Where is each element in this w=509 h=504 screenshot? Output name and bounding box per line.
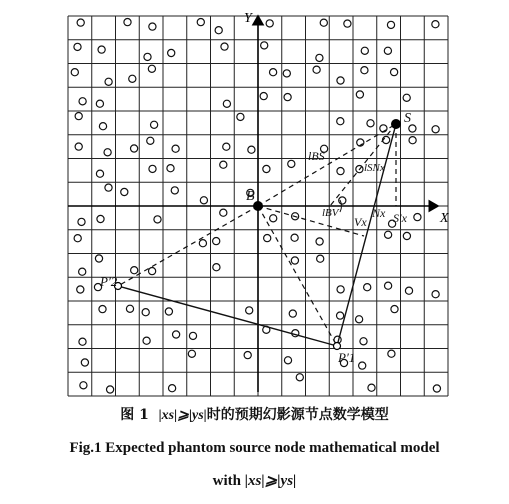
sensor-node — [220, 161, 227, 168]
sensor-node — [148, 65, 155, 72]
sensor-node — [388, 350, 395, 357]
sensor-node — [149, 268, 156, 275]
sensor-node — [261, 42, 268, 49]
sensor-node — [149, 23, 156, 30]
sensor-node — [189, 332, 196, 339]
sensor-node — [291, 257, 298, 264]
sensor-node — [96, 100, 103, 107]
sensor-node — [432, 291, 439, 298]
caption-cn-suffix: 时的预期幻影源节点数学模型 — [206, 407, 389, 423]
label-Vx: Vx — [354, 215, 367, 229]
label-lSNx: lSNx — [364, 162, 385, 174]
sensor-node — [71, 69, 78, 76]
sensor-node — [223, 143, 230, 150]
sensor-node — [223, 100, 230, 107]
sensor-node — [317, 255, 324, 262]
sensor-node — [105, 184, 112, 191]
sensor-node — [81, 359, 88, 366]
sensor-node — [433, 385, 440, 392]
sensor-node — [74, 43, 81, 50]
sensor-node — [99, 306, 106, 313]
caption-chinese — [0, 404, 509, 424]
sensor-node — [104, 149, 111, 156]
sensor-node — [147, 137, 154, 144]
sensor-node — [221, 43, 228, 50]
sensor-node — [316, 238, 323, 245]
sensor-node — [432, 126, 439, 133]
sensor-node — [260, 93, 267, 100]
sensor-node — [409, 137, 416, 144]
label-lBS: lBS — [308, 149, 325, 163]
label-P1: P′1 — [338, 350, 356, 365]
sensor-node — [263, 165, 270, 172]
sensor-node — [105, 78, 112, 85]
sensor-node — [313, 66, 320, 73]
sensor-node — [78, 218, 85, 225]
sensor-node — [131, 267, 138, 274]
sensor-node — [80, 382, 87, 389]
sensor-node — [403, 94, 410, 101]
sensor-node — [284, 357, 291, 364]
sensor-node — [360, 338, 367, 345]
sensor-node — [199, 240, 206, 247]
sensor-node — [288, 160, 295, 167]
solid-lines — [118, 124, 396, 346]
sensor-node — [337, 168, 344, 175]
sensor-node — [220, 209, 227, 216]
sensor-node — [344, 20, 351, 27]
sensor-node — [121, 188, 128, 195]
sensor-node — [367, 120, 374, 127]
x-axis-label: X — [440, 211, 449, 226]
sensor-node — [283, 70, 290, 77]
sensor-node — [77, 19, 84, 26]
sensor-node — [337, 312, 344, 319]
sensor-node — [129, 75, 136, 82]
caption-cn-prefix: 图 1 — [120, 407, 149, 423]
sensor-node — [200, 197, 207, 204]
label-Sx: S′x — [393, 211, 407, 225]
sensor-node — [384, 47, 391, 54]
sensor-node — [364, 284, 371, 291]
sensor-node — [316, 54, 323, 61]
sensor-node — [197, 19, 204, 26]
sensor-node — [266, 20, 273, 27]
sensor-node — [172, 145, 179, 152]
sensor-node — [169, 385, 176, 392]
sensor-node — [168, 49, 175, 56]
sensor-node — [154, 216, 161, 223]
sensor-node — [75, 113, 82, 120]
sensor-node — [403, 232, 410, 239]
sensor-node — [173, 331, 180, 338]
sensor-node — [215, 27, 222, 34]
sensor-node — [359, 362, 366, 369]
sensor-node — [143, 337, 150, 344]
sensor-node — [165, 308, 172, 315]
sensor-node — [385, 231, 392, 238]
caption-english-line1: Fig.1 Expected phantom source node mathematical model — [69, 440, 440, 456]
sensor-node — [237, 113, 244, 120]
sensor-node — [385, 282, 392, 289]
label-B: B — [246, 189, 255, 204]
sensor-node — [337, 118, 344, 125]
sensor-node — [75, 143, 82, 150]
sensor-node — [98, 46, 105, 53]
sensor-node — [296, 374, 303, 381]
sensor-node — [291, 234, 298, 241]
sensor-node — [432, 21, 439, 28]
label-lBV: lBV — [322, 207, 339, 219]
point-S — [391, 119, 401, 129]
dashed-lines — [118, 124, 396, 346]
label-Nx: Nx — [372, 206, 386, 220]
sensor-node — [124, 19, 131, 26]
sensor-node — [96, 170, 103, 177]
caption-english-line2 — [0, 471, 509, 490]
y-axis-label: Y — [244, 11, 252, 26]
sensor-node — [337, 77, 344, 84]
sensor-node — [167, 165, 174, 172]
sensor-node — [188, 350, 195, 357]
caption-en-with: with — [212, 473, 241, 489]
sensor-node — [79, 268, 86, 275]
sensor-node — [289, 310, 296, 317]
sensor-node — [99, 123, 106, 130]
sensor-node — [171, 187, 178, 194]
sensor-node — [149, 165, 156, 172]
sensor-node — [361, 67, 368, 74]
sensor-node — [337, 286, 344, 293]
caption-cn-condition: |xs|⩾|ys| — [158, 408, 207, 423]
sensor-node — [77, 286, 84, 293]
sensor-node — [284, 94, 291, 101]
sensor-node — [79, 338, 86, 345]
sensor-node — [264, 235, 271, 242]
sensor-node — [368, 384, 375, 391]
sensor-node — [74, 235, 81, 242]
sensor-node — [142, 309, 149, 316]
sensor-node — [248, 146, 255, 153]
sensor-node — [97, 215, 104, 222]
caption-en-condition: |xs|⩾|ys| — [244, 473, 297, 489]
label-S: S — [404, 111, 411, 126]
sensor-node — [356, 316, 363, 323]
sensor-node — [361, 47, 368, 54]
sensor-node — [356, 91, 363, 98]
sensor-node — [131, 145, 138, 152]
sensor-node — [391, 306, 398, 313]
sensor-node — [320, 19, 327, 26]
sensor-node — [387, 21, 394, 28]
label-P2: P′2 — [100, 274, 118, 289]
sensor-node — [126, 305, 133, 312]
sensor-node — [414, 214, 421, 221]
sensor-node — [107, 386, 114, 393]
sensor-node — [270, 69, 277, 76]
sensor-node — [213, 238, 220, 245]
sensor-node — [213, 264, 220, 271]
sensor-node — [151, 121, 158, 128]
sensor-node — [391, 69, 398, 76]
sensor-node — [144, 53, 151, 60]
sensor-node — [246, 307, 253, 314]
sensor-node — [270, 215, 277, 222]
sensor-node — [79, 98, 86, 105]
sensor-node — [405, 287, 412, 294]
sensor-node — [244, 352, 251, 359]
point-P1 — [334, 343, 341, 350]
sensor-node — [95, 255, 102, 262]
